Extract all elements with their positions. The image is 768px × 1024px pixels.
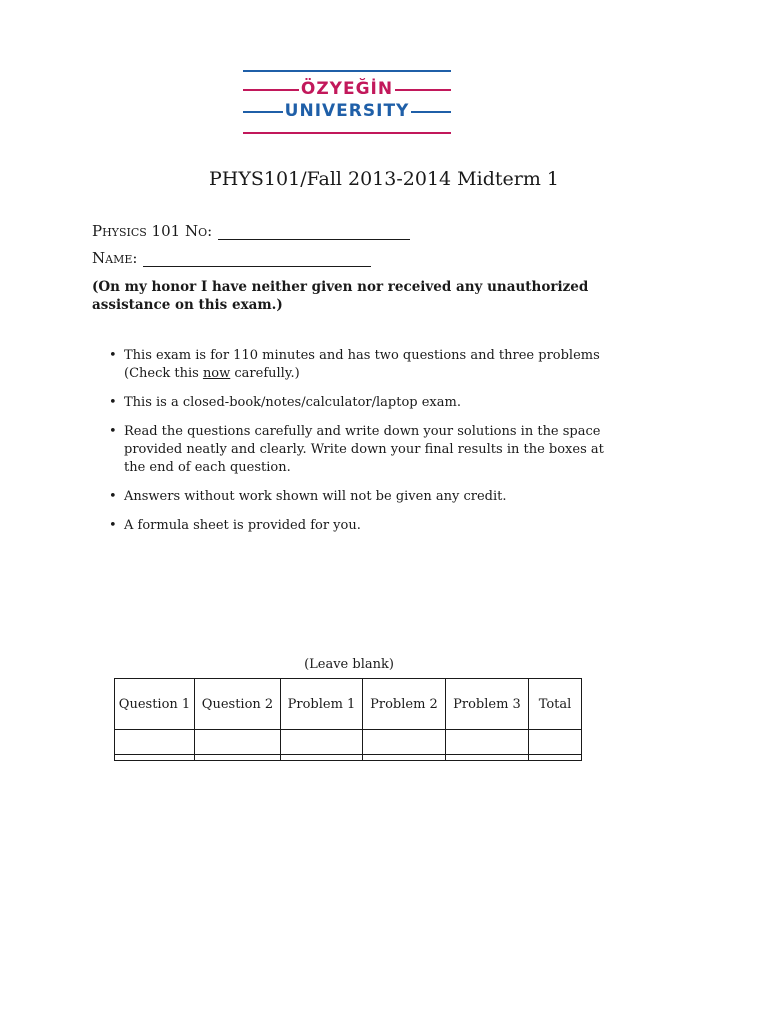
instruction-item: [106, 394, 616, 412]
bullet-icon: •: [109, 395, 117, 410]
logo-line-ozyegin: [243, 81, 451, 98]
instruction-item: [106, 517, 616, 535]
logo-top-rule: [243, 70, 451, 72]
logo-dash: [243, 111, 283, 113]
honor-statement: (On my honor I have neither given nor received any unauthorized assistance on this exam.): [92, 279, 589, 313]
header-problem-2: Problem 2: [363, 679, 446, 730]
bullet-icon: •: [109, 424, 117, 439]
physics-number-field: [92, 222, 410, 240]
score-cell-problem-3[interactable]: [446, 730, 529, 761]
instruction-emphasis: now: [202, 366, 231, 381]
score-cell-question-1[interactable]: [115, 730, 195, 761]
logo-line-university: [243, 103, 451, 120]
bullet-icon: •: [109, 489, 117, 504]
header-problem-3: Problem 3: [446, 679, 529, 730]
name-field: [92, 249, 371, 267]
instruction-text: This exam is for 110 minutes and has two questions and three problems (Check this: [124, 348, 600, 381]
score-table-entry-row: [115, 730, 582, 761]
header-total: Total: [529, 679, 582, 730]
header-question-1: Question 1: [115, 679, 195, 730]
name-blank-line[interactable]: [143, 252, 371, 267]
instruction-item: [106, 423, 616, 477]
header-problem-1: Problem 1: [281, 679, 363, 730]
logo-dash: [243, 89, 299, 91]
bullet-icon: •: [109, 518, 117, 533]
score-cell-total[interactable]: [529, 730, 582, 761]
score-table-caption: (Leave blank): [304, 657, 394, 672]
physics-number-label: Physics 101 No:: [92, 222, 213, 240]
instruction-item: [106, 488, 616, 506]
instruction-text: This is a closed-book/notes/calculator/laptop exam.: [124, 395, 461, 410]
physics-number-blank-line[interactable]: [218, 225, 410, 240]
logo-word-ozyegin: ÖZYEĞİN: [300, 79, 394, 99]
score-table-header-row: [115, 679, 582, 730]
instruction-text: Read the questions carefully and write down your solutions in the space provided neatly and clearly. Write down your final results in the boxes at the end of each question.: [124, 424, 604, 475]
instruction-item: [106, 347, 616, 383]
name-label: Name:: [92, 249, 138, 267]
exam-title: PHYS101/Fall 2013-2014 Midterm 1: [209, 168, 559, 190]
header-question-2: Question 2: [195, 679, 281, 730]
logo-word-university: UNIVERSITY: [284, 101, 410, 121]
instruction-text: Answers without work shown will not be given any credit.: [124, 489, 507, 504]
score-table: [114, 678, 582, 761]
instructions-list: [106, 347, 616, 546]
instruction-text: carefully.): [230, 366, 300, 381]
university-logo: [243, 70, 451, 136]
instruction-text: A formula sheet is provided for you.: [124, 518, 361, 533]
logo-dash: [395, 89, 451, 91]
table-bottom-double-rule: [114, 754, 581, 755]
logo-dash: [411, 111, 451, 113]
bullet-icon: •: [109, 348, 117, 363]
logo-bottom-rule: [243, 132, 451, 134]
score-cell-question-2[interactable]: [195, 730, 281, 761]
score-cell-problem-2[interactable]: [363, 730, 446, 761]
score-cell-problem-1[interactable]: [281, 730, 363, 761]
